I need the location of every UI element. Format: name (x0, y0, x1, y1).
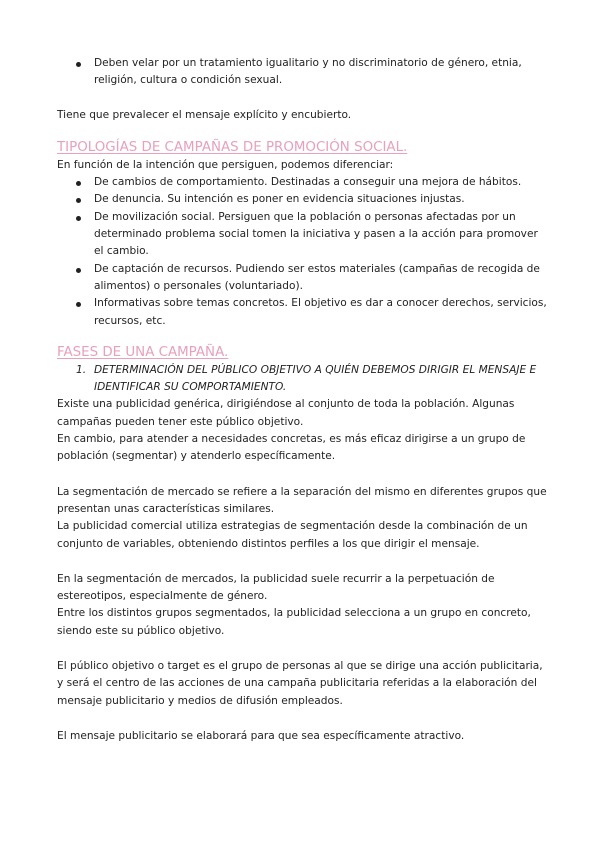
paragraph: En cambio, para atender a necesidades concretas, es más eficaz dirigirse a un grupo de población (segmentar) y atenderlo específicamente. (57, 433, 526, 463)
paragraph: La publicidad comercial utiliza estrategias de segmentación desde la combinación de un conjunto de variables, obteniendo distintos perfiles a los que dirigir el mensaje. (57, 520, 528, 550)
heading-tipologias: TIPOLOGÍAS DE CAMPAÑAS DE PROMOCIÓN SOCIAL. (57, 139, 408, 155)
paragraph: En la segmentación de mercados, la publicidad suele recurrir a la perpetuación de estereotipos, especialmente de género. (57, 572, 495, 603)
paragraph-prevalecer: Tiene que prevalecer el mensaje explícito y encubierto. (57, 108, 352, 121)
paragraph: La segmentación de mercado se refiere a la separación del mismo en diferentes grupos que presentan unas características similares. (57, 485, 547, 515)
step-title: DETERMINACIÓN DEL PÚBLICO OBJETIVO A QUIÉN DEBEMOS DIRIGIR EL MENSAJE E IDENTIFICAR SU COMPORTAMIENTO. (94, 363, 537, 394)
top-bullet-list (57, 55, 547, 90)
paragraph: Entre los distintos grupos segmentados, la publicidad selecciona a un grupo en concreto, siendo este su público objetivo. (57, 607, 531, 637)
list-item: Informativas sobre temas concretos. El objetivo es dar a conocer derechos, servicios, recursos, etc. (57, 295, 547, 330)
list-item: Deben velar por un tratamiento igualitario y no discriminatorio de género, etnia, religión, cultura o condición sexual. (57, 55, 547, 90)
list-item: De denuncia. Su intención es poner en evidencia situaciones injustas. (57, 191, 547, 208)
fases-list (57, 362, 547, 397)
document-page (57, 55, 547, 745)
paragraph: El público objetivo o target es el grupo de personas al que se dirige una acción publicitaria, y será el centro de las acciones de una campaña publicitaria referidas a la elaboración del mensaje publicitario y medios de difusión empleados. (57, 660, 543, 707)
paragraph-intro: En función de la intención que persiguen, podemos diferenciar: (57, 158, 394, 171)
list-item: De cambios de comportamiento. Destinadas a conseguir una mejora de hábitos. (57, 174, 547, 191)
paragraph: Existe una publicidad genérica, dirigiéndose al conjunto de toda la población. Algunas campañas pueden tener este público objetivo. (57, 398, 515, 428)
paragraph: El mensaje publicitario se elaborará para que sea específicamente atractivo. (57, 729, 465, 742)
list-item (57, 362, 547, 397)
list-item: De movilización social. Persiguen que la población o personas afectadas por un determinado problema social tomen la iniciativa y pasen a la acción para promover el cambio. (57, 209, 547, 261)
tipologias-list (57, 174, 547, 330)
list-item: De captación de recursos. Pudiendo ser estos materiales (campañas de recogida de alimentos) o personales (voluntariado). (57, 261, 547, 296)
heading-fases: FASES DE UNA CAMPAÑA. (57, 344, 229, 360)
step-number: 1. (76, 363, 87, 376)
